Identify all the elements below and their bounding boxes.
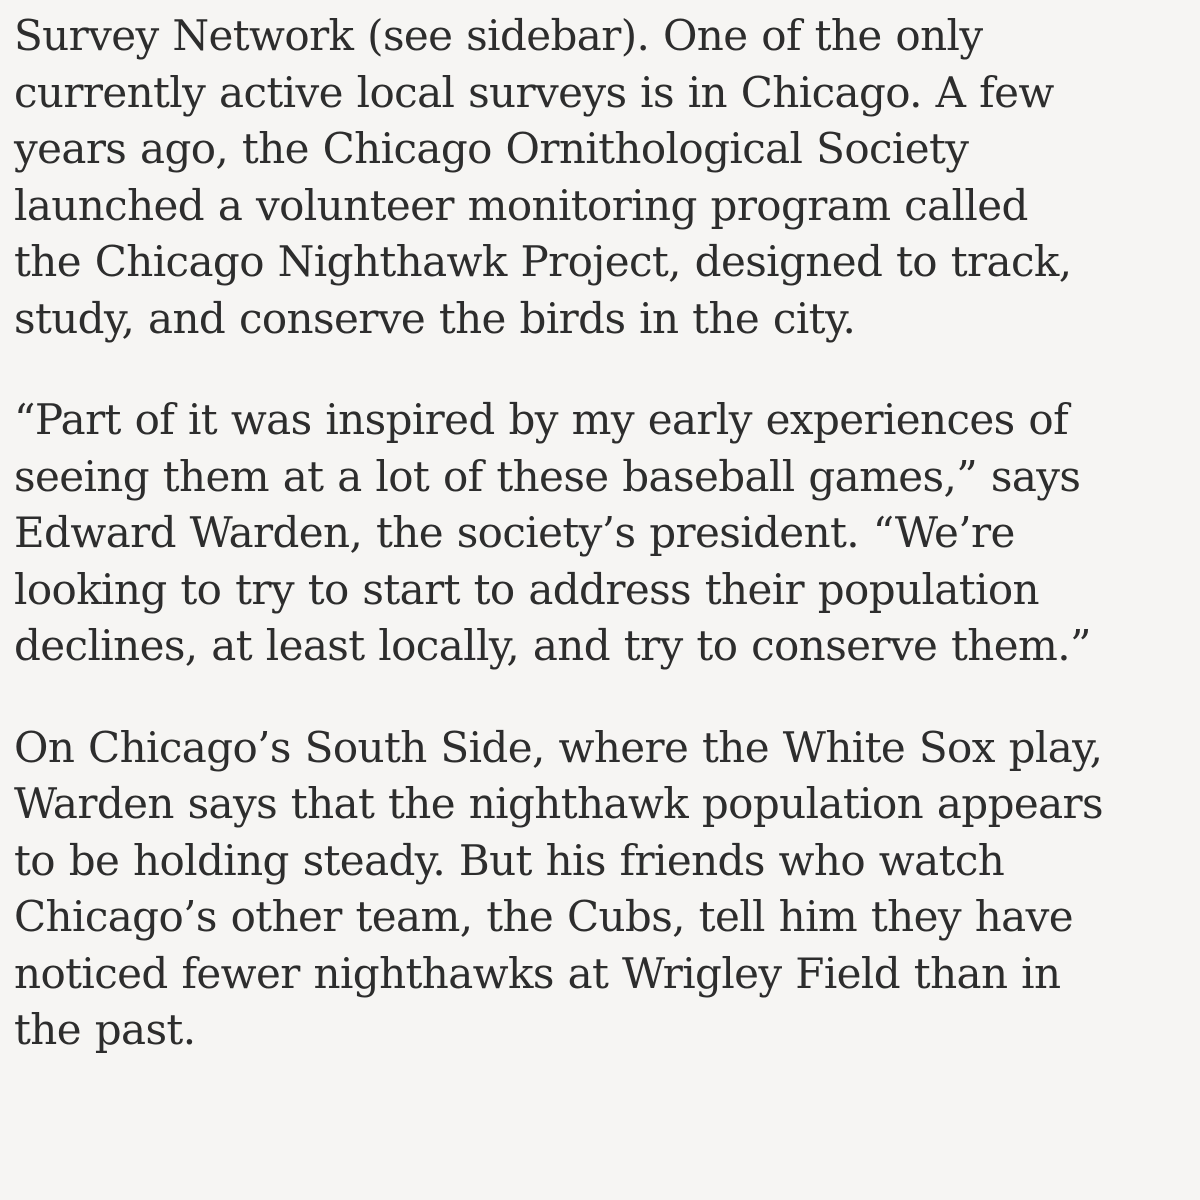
text-line: Warden says that the nighthawk population appears (14, 779, 1103, 828)
paragraph-warden-quote (14, 392, 1172, 675)
text-line: noticed fewer nighthawks at Wrigley Field than in (14, 948, 1061, 998)
text-line: Chicago’s other team, the Cubs, tell him they have (14, 892, 1074, 941)
text-line: On Chicago’s South Side, where the White Sox play, (14, 722, 1103, 772)
text-line: the past. (14, 1005, 196, 1054)
text-line: launched a volunteer monitoring program called (14, 180, 1028, 230)
paragraph-south-side (14, 720, 1172, 1059)
text-line: looking to try to start to address their population (14, 564, 1040, 614)
text-line: study, and conserve the birds in the city. (14, 293, 856, 343)
text-line: seeing them at a lot of these baseball games,” says (14, 451, 1081, 501)
paragraph-survey-network (14, 8, 1172, 347)
text-line: Edward Warden, the society’s president. “We’re (14, 508, 1015, 557)
text-line: currently active local surveys is in Chicago. A few (14, 67, 1054, 117)
text-line: years ago, the Chicago Ornithological Society (14, 124, 969, 173)
text-line: declines, at least locally, and try to conserve them.” (14, 621, 1091, 670)
text-line: to be holding steady. But his friends who watch (14, 835, 1005, 885)
text-line: “Part of it was inspired by my early experiences of (14, 395, 1069, 444)
text-line: Survey Network (see sidebar). One of the only (14, 11, 983, 60)
text-line: the Chicago Nighthawk Project, designed to track, (14, 237, 1072, 286)
